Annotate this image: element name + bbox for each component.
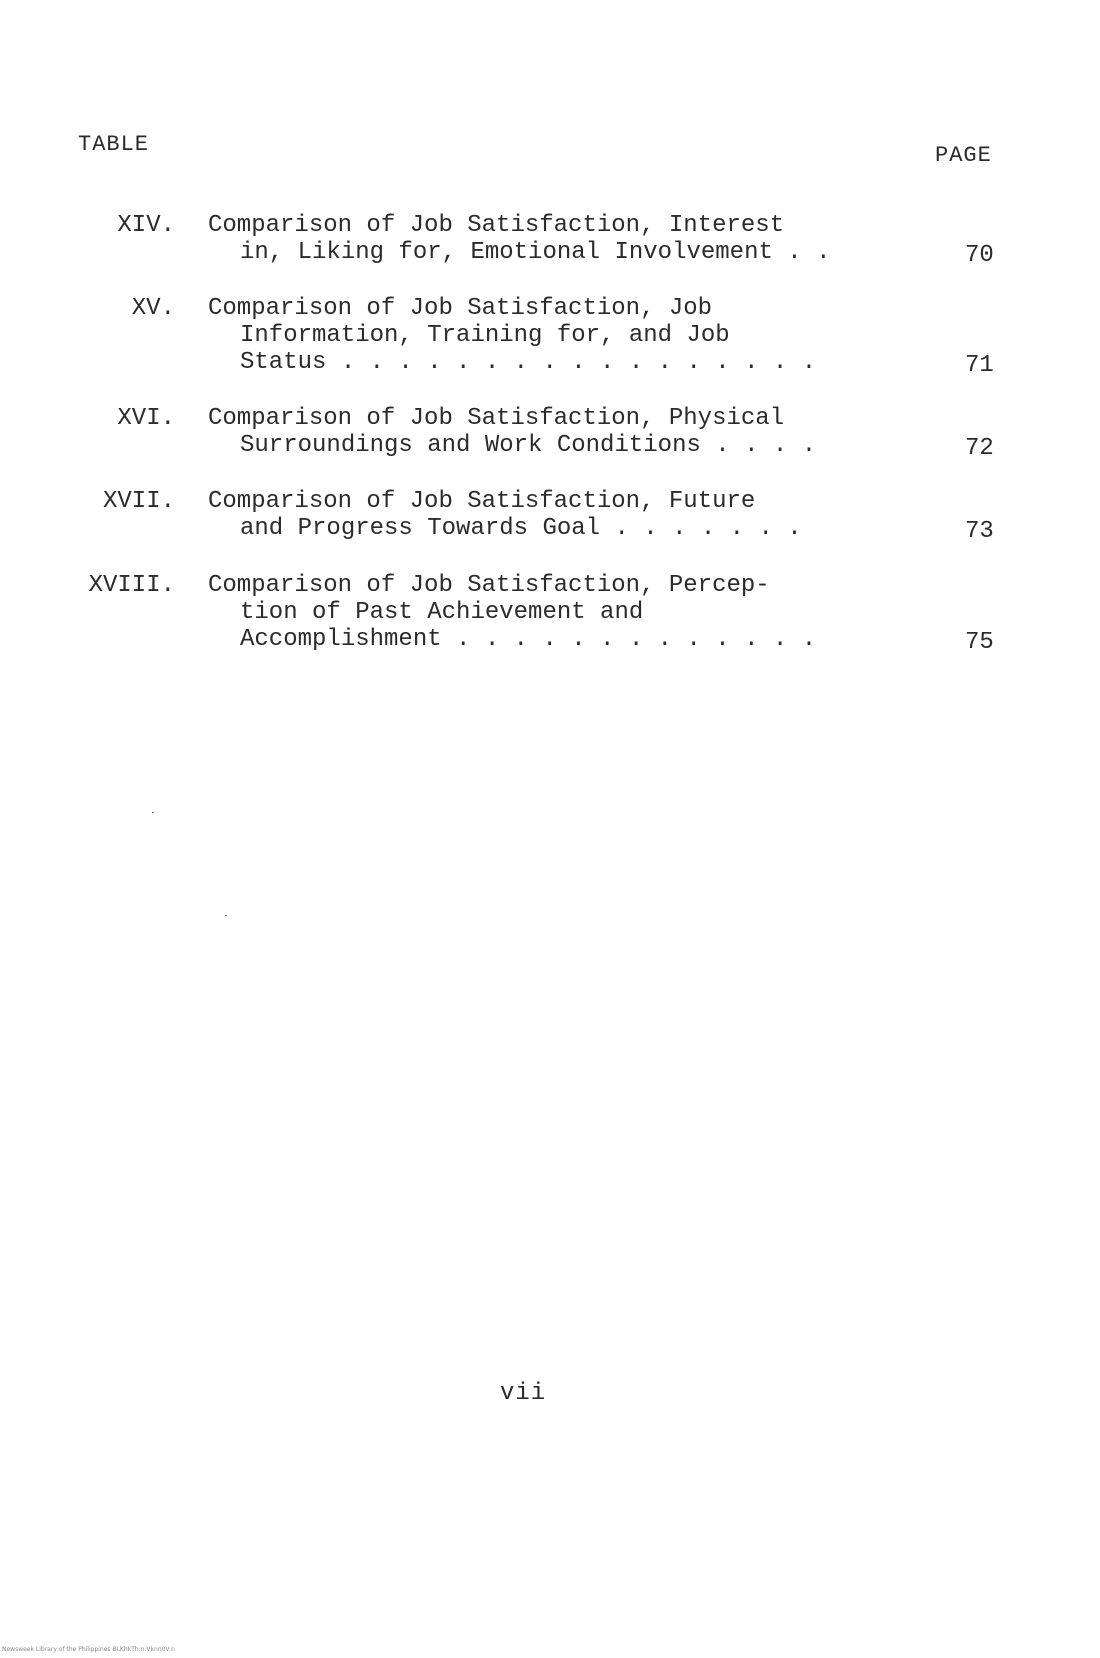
table-number: XVIII. (88, 572, 175, 599)
page-number: 70 (965, 242, 994, 269)
title-line: Status . . . . . . . . . . . . . . . . . (240, 349, 817, 376)
page-number: 71 (965, 352, 994, 379)
table-title (208, 488, 908, 542)
table-number: XV. (131, 295, 175, 322)
table-column-heading: TABLE (78, 132, 150, 157)
page-number: 75 (965, 629, 994, 656)
table-number: XIV. (117, 212, 175, 239)
table-number: XVII. (102, 488, 175, 515)
title-line: Surroundings and Work Conditions . . . . (240, 432, 817, 459)
title-line: in, Liking for, Emotional Involvement . . (240, 239, 831, 266)
title-line: Information, Training for, and Job (240, 322, 730, 349)
table-title (208, 572, 908, 653)
table-title (208, 405, 908, 459)
scan-speck (152, 812, 154, 813)
scan-speck (225, 915, 227, 916)
table-title (208, 212, 908, 266)
page-column-heading: PAGE (935, 143, 992, 168)
table-title (208, 295, 908, 376)
scan-footer-note: Newsweek Library of the Philippines BLKhkTh:n:Vknn0V:n (2, 1646, 175, 1653)
title-line: Comparison of Job Satisfaction, Physical (208, 405, 785, 432)
title-line: Comparison of Job Satisfaction, Percep- (208, 572, 770, 599)
title-line: tion of Past Achievement and (240, 599, 644, 626)
title-line: Comparison of Job Satisfaction, Future (208, 488, 756, 515)
page-number: 72 (965, 435, 994, 462)
page-folio: vii (500, 1380, 547, 1407)
title-line: and Progress Towards Goal . . . . . . . (240, 515, 802, 542)
title-line: Accomplishment . . . . . . . . . . . . . (240, 626, 817, 653)
title-line: Comparison of Job Satisfaction, Job (208, 295, 713, 322)
page-number: 73 (965, 518, 994, 545)
title-line: Comparison of Job Satisfaction, Interest (208, 212, 785, 239)
table-number: XVI. (117, 405, 175, 432)
